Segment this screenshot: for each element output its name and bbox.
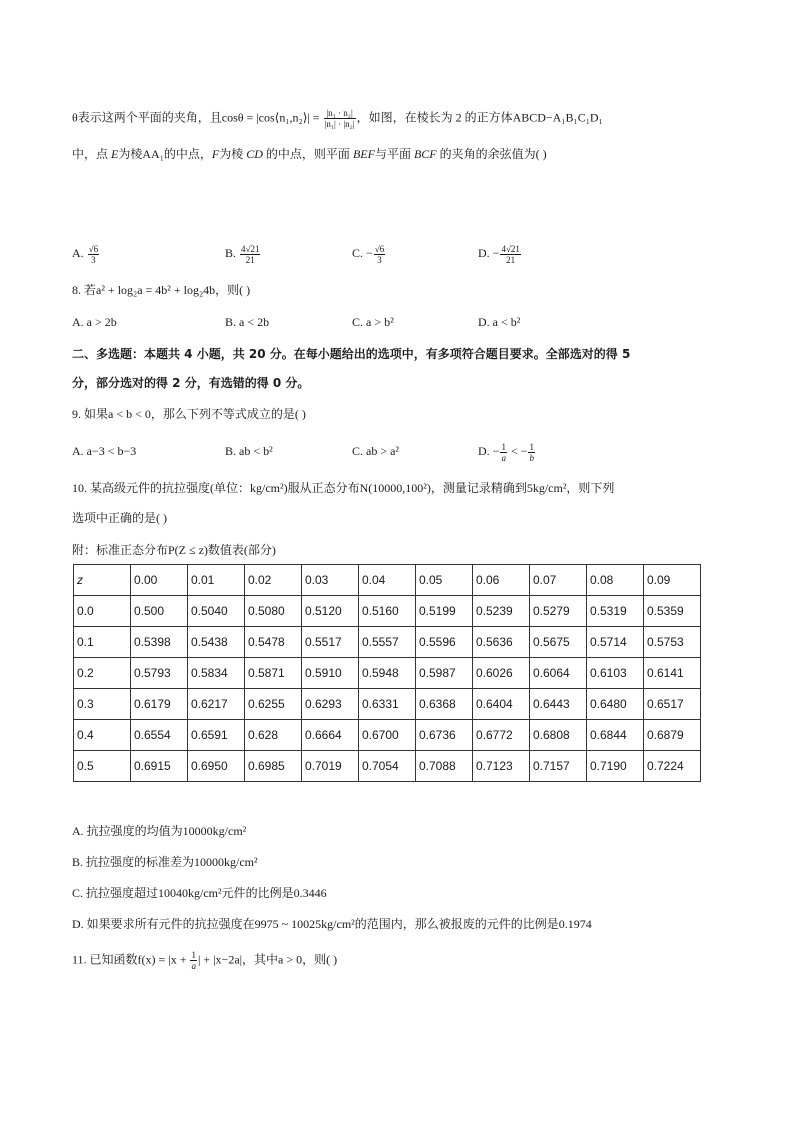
- q7-option-d[interactable]: [478, 240, 522, 266]
- table-cell: 0.5319: [587, 596, 644, 627]
- point-f: F: [211, 147, 220, 161]
- table-cell: 0.7224: [644, 751, 701, 782]
- option-label: C. −: [352, 246, 373, 260]
- table-cell: 0.5871: [245, 658, 302, 689]
- fraction-numerator: 4√21: [241, 243, 260, 254]
- q9-options: [72, 439, 712, 465]
- q11-stem: [72, 950, 337, 971]
- table-header-cell: 0.00: [131, 565, 188, 596]
- fraction-denominator: a: [191, 961, 196, 971]
- table-cell: 0.5596: [416, 627, 473, 658]
- q10-option-d[interactable]: D. 如果要求所有元件的抗拉强度在9975 ~ 10025kg/cm²的范围内，那么被报废的元件的比例是0.1974: [72, 917, 592, 931]
- q7-option-c[interactable]: [352, 240, 386, 266]
- table-cell: 0.6443: [530, 689, 587, 720]
- table-cell: 0.5834: [188, 658, 245, 689]
- option-label: A.: [72, 246, 87, 260]
- table-cell: 0.6664: [302, 720, 359, 751]
- table-cell: 0.628: [245, 720, 302, 751]
- option-text: < −: [507, 444, 528, 458]
- table-cell: 0.7019: [302, 751, 359, 782]
- q10-table-note: 附：标准正态分布P(Z ≤ z)数值表(部分): [72, 543, 276, 557]
- table-row-header-cell: 0.3: [74, 689, 131, 720]
- table-cell: 0.5160: [359, 596, 416, 627]
- table-cell: 0.6844: [587, 720, 644, 751]
- q7-text-part: 与平面: [374, 147, 414, 161]
- table-header-cell: 0.02: [245, 565, 302, 596]
- table-cell: 0.5438: [188, 627, 245, 658]
- table-row: [74, 596, 701, 627]
- table-cell: 0.5636: [473, 627, 530, 658]
- fraction-denominator: a: [501, 452, 506, 463]
- q7-text-part: 的夹角的余弦值为( ): [436, 147, 547, 161]
- q8-options: [72, 312, 712, 334]
- table-header-cell: 0.07: [530, 565, 587, 596]
- table-cell: 0.5040: [188, 596, 245, 627]
- table-row-header-cell: 0.5: [74, 751, 131, 782]
- table-cell: 0.5517: [302, 627, 359, 658]
- q7-line-1: [72, 108, 603, 129]
- table-cell: 0.500: [131, 596, 188, 627]
- table-cell: 0.6103: [587, 658, 644, 689]
- option-label: D. −: [478, 444, 500, 458]
- table-cell: 0.5557: [359, 627, 416, 658]
- table-header-cell: 0.01: [188, 565, 245, 596]
- cos-fraction: [324, 108, 356, 129]
- table-cell: 0.5199: [416, 596, 473, 627]
- table-row: [74, 627, 701, 658]
- table-cell: 0.7088: [416, 751, 473, 782]
- fraction-numerator: 1: [191, 950, 196, 960]
- q7-text-part: θ表示这两个平面的夹角，且cosθ = |cos⟨: [72, 110, 280, 125]
- vector-n1: n₁: [279, 110, 290, 125]
- q8-option-b[interactable]: B. a < 2b: [225, 315, 270, 329]
- q8-option-a[interactable]: A. a > 2b: [72, 315, 117, 329]
- normal-distribution-table: [73, 564, 701, 782]
- option-fraction: [500, 244, 520, 265]
- q11-text-part: 11. 已知函数f(x) = |x +: [72, 952, 190, 967]
- q9-option-a[interactable]: A. a−3 < b−3: [72, 444, 137, 458]
- table-header-cell: 0.08: [587, 565, 644, 596]
- q7-text-part: 中，点: [72, 147, 112, 161]
- section-heading-multiple-choice: 二、多选题：本题共 4 小题，共 20 分。在每小题给出的选项中，有多项符合题目要求。全部选对的得 5: [72, 347, 631, 361]
- table-cell: 0.6217: [188, 689, 245, 720]
- table-cell: 0.6808: [530, 720, 587, 751]
- table-cell: 0.7190: [587, 751, 644, 782]
- q7-text-part: 的中点，则平面: [262, 147, 353, 161]
- q9-stem: 9. 如果a < b < 0，那么下列不等式成立的是( ): [72, 407, 306, 421]
- table-cell: 0.6772: [473, 720, 530, 751]
- fraction-numerator: |n₁ · n₂|: [324, 108, 356, 119]
- table-cell: 0.6700: [359, 720, 416, 751]
- table-cell: 0.6368: [416, 689, 473, 720]
- table-cell: 0.5120: [302, 596, 359, 627]
- q10-option-a[interactable]: A. 抗拉强度的均值为10000kg/cm²: [72, 824, 247, 838]
- q9-option-d[interactable]: [478, 439, 536, 463]
- table-cell: 0.6915: [131, 751, 188, 782]
- table-cell: 0.5753: [644, 627, 701, 658]
- table-cell: 0.7054: [359, 751, 416, 782]
- table-cell: 0.5987: [416, 658, 473, 689]
- table-cell: 0.6331: [359, 689, 416, 720]
- q11-fraction: [190, 950, 197, 971]
- table-cell: 0.5359: [644, 596, 701, 627]
- fraction-numerator: 4√21: [501, 243, 520, 254]
- fraction-denominator: 21: [506, 254, 516, 265]
- table-row-header-cell: 0.4: [74, 720, 131, 751]
- q7-options: [72, 240, 712, 268]
- q10-stem-line-1: 10. 某高级元件的抗拉强度(单位：kg/cm²)服从正态分布N(10000,100²)，测量记录精确到5kg/cm²，则下列: [72, 481, 615, 495]
- table-cell: 0.6064: [530, 658, 587, 689]
- table-cell: 0.6736: [416, 720, 473, 751]
- table-row-header-cell: 0.1: [74, 627, 131, 658]
- table-cell: 0.7157: [530, 751, 587, 782]
- option-fraction: [88, 244, 99, 265]
- table-cell: 0.6480: [587, 689, 644, 720]
- q7-text-part: 为棱AA₁的中点，: [118, 147, 212, 161]
- vector-n2: n₂: [292, 110, 303, 125]
- plane-bef: BEF: [352, 147, 375, 161]
- fraction-numerator: 1: [529, 441, 534, 452]
- table-cell: 0.5239: [473, 596, 530, 627]
- table-cell: 0.6293: [302, 689, 359, 720]
- table-cell: 0.5080: [245, 596, 302, 627]
- fraction-denominator: 3: [91, 254, 96, 265]
- table-row: [74, 689, 701, 720]
- table-cell: 0.7123: [473, 751, 530, 782]
- table-header-cell: 0.03: [302, 565, 359, 596]
- option-label: B.: [225, 246, 240, 260]
- table-header-row: [74, 565, 701, 596]
- table-row: [74, 658, 701, 689]
- option-fraction: [240, 244, 260, 265]
- q10-option-c[interactable]: C. 抗拉强度超过10040kg/cm²元件的比例是0.3446: [72, 886, 327, 900]
- table-cell: 0.6985: [245, 751, 302, 782]
- q7-text-part: ⟩| =: [302, 110, 323, 125]
- point-e: E: [111, 147, 119, 161]
- table-cell: 0.6026: [473, 658, 530, 689]
- table-header-cell: 0.05: [416, 565, 473, 596]
- fraction-denominator: 3: [377, 254, 382, 265]
- fraction-denominator: |n₁| · |n₂|: [324, 119, 355, 129]
- table-cell: 0.6141: [644, 658, 701, 689]
- table-corner-cell: z: [74, 565, 131, 596]
- table-cell: 0.5279: [530, 596, 587, 627]
- q10-option-b[interactable]: B. 抗拉强度的标准差为10000kg/cm²: [72, 855, 258, 869]
- table-cell: 0.6179: [131, 689, 188, 720]
- table-row-header-cell: 0.2: [74, 658, 131, 689]
- q8-option-c[interactable]: C. a > b²: [352, 315, 394, 329]
- table-cell: 0.5948: [359, 658, 416, 689]
- q7-line-2: [72, 145, 547, 163]
- plane-bcf: BCF: [413, 147, 437, 161]
- table-cell: 0.5675: [530, 627, 587, 658]
- table-cell: 0.5793: [131, 658, 188, 689]
- table-row: [74, 720, 701, 751]
- q9-option-c[interactable]: C. ab > a²: [352, 444, 400, 458]
- table-cell: 0.6554: [131, 720, 188, 751]
- q8-stem: 8. 若a² + log₂a = 4b² + log₂4b，则( ): [72, 283, 251, 297]
- table-cell: 0.5478: [245, 627, 302, 658]
- option-fraction: [528, 442, 535, 463]
- table-cell: 0.6255: [245, 689, 302, 720]
- table-cell: 0.5398: [131, 627, 188, 658]
- table-cell: 0.6950: [188, 751, 245, 782]
- q7-option-a[interactable]: [72, 240, 100, 266]
- q8-option-d[interactable]: D. a < b²: [478, 315, 521, 329]
- table-cell: 0.5910: [302, 658, 359, 689]
- q11-text-part: | + |x−2a|，其中a > 0，则( ): [197, 952, 338, 967]
- section-heading-scoring: 分，部分选对的得 2 分，有选错的得 0 分。: [72, 376, 310, 390]
- table-header-cell: 0.09: [644, 565, 701, 596]
- q7-option-b[interactable]: [225, 240, 261, 266]
- table-row: [74, 751, 701, 782]
- table-row-header-cell: 0.0: [74, 596, 131, 627]
- q10-stem-line-2: 选项中正确的是( ): [72, 511, 167, 525]
- fraction-denominator: 21: [245, 254, 255, 265]
- option-fraction: [374, 244, 385, 265]
- option-fraction: [500, 442, 507, 463]
- option-label: D. −: [478, 246, 500, 260]
- table-header-cell: 0.04: [359, 565, 416, 596]
- q9-option-b[interactable]: B. ab < b²: [225, 444, 273, 458]
- fraction-denominator: b: [529, 452, 534, 463]
- edge-cd: CD: [246, 147, 263, 161]
- table-header-cell: 0.06: [473, 565, 530, 596]
- fraction-numerator: 1: [501, 441, 506, 452]
- q7-text-part: 为棱: [219, 147, 247, 161]
- table-cell: 0.6879: [644, 720, 701, 751]
- table-cell: 0.6404: [473, 689, 530, 720]
- table-body: [74, 565, 701, 782]
- fraction-numerator: √6: [88, 243, 99, 254]
- q7-text-part: ,: [289, 110, 293, 125]
- fraction-numerator: √6: [374, 243, 385, 254]
- q7-text-part: ，如图，在棱长为 2 的正方体ABCD−A₁B₁C₁D₁: [356, 110, 603, 125]
- table-cell: 0.6591: [188, 720, 245, 751]
- table-cell: 0.5714: [587, 627, 644, 658]
- table-cell: 0.6517: [644, 689, 701, 720]
